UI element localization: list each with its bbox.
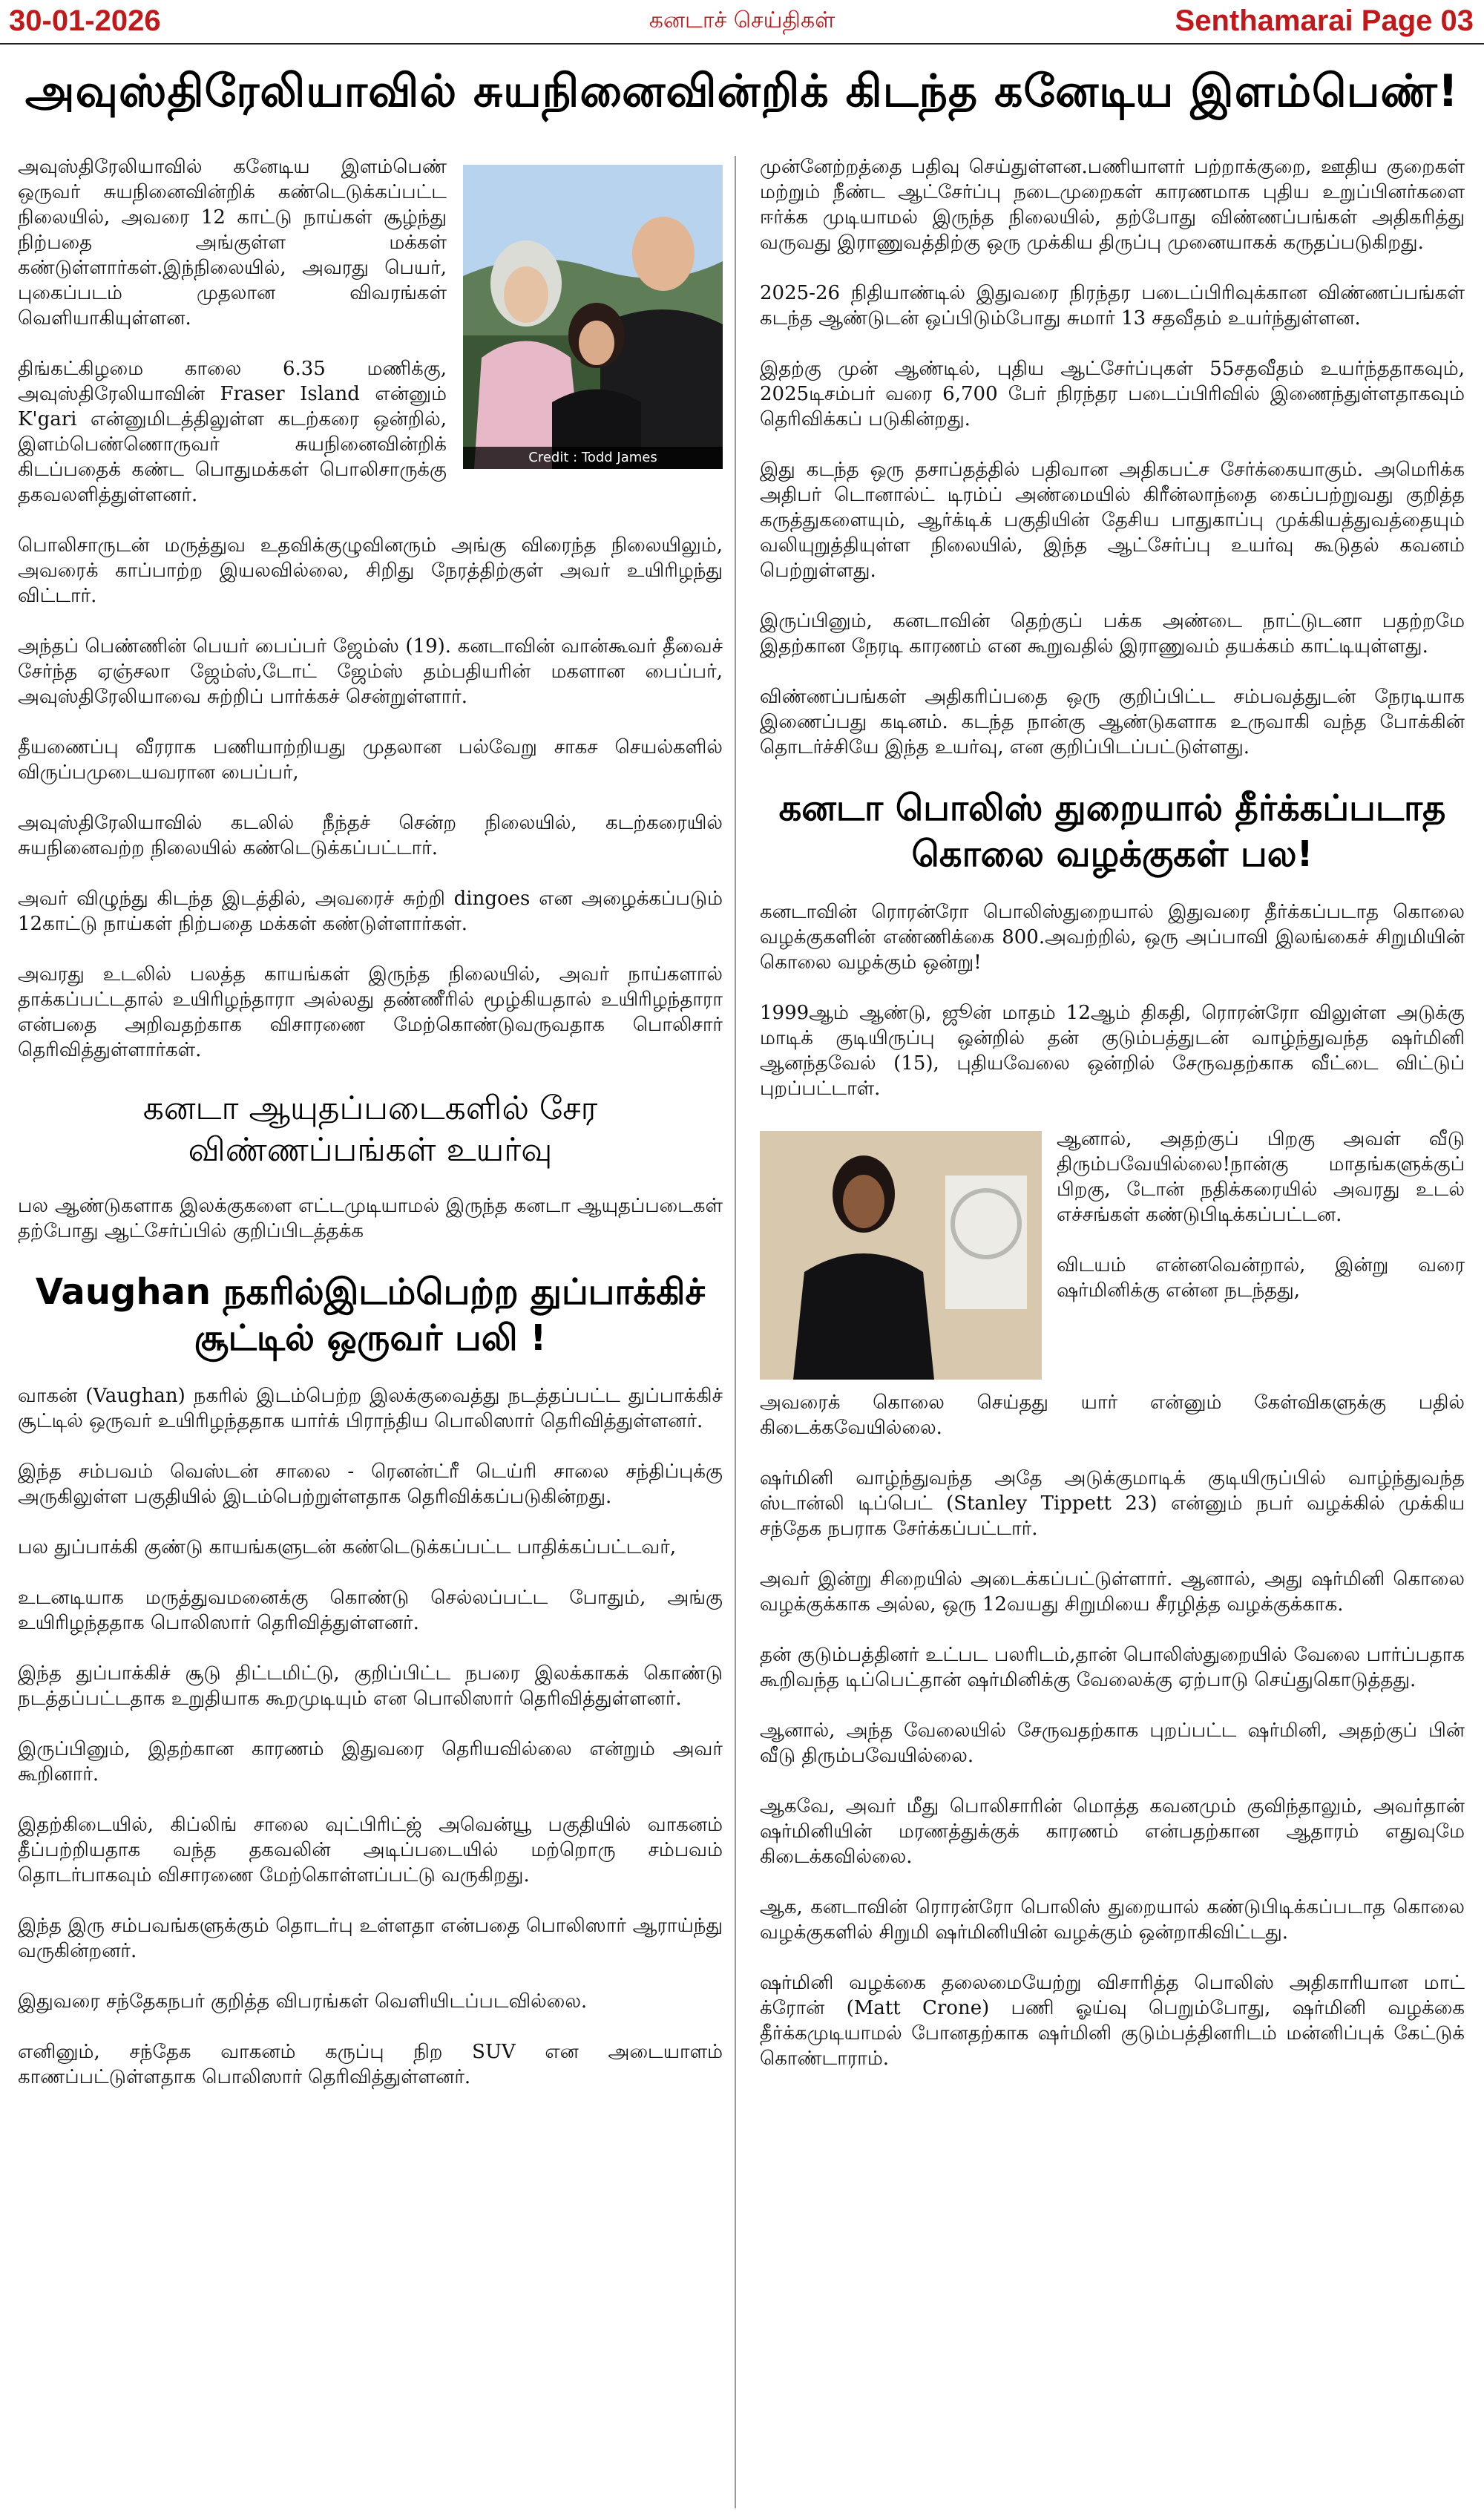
page-header — [0, 0, 1484, 45]
story2-paragraph: 2025-26 நிதியாண்டில் இதுவரை நிரந்தர படைப்பிரிவுக்கான விண்ணப்பங்கள் கடந்த ஆண்டுடன் ஒப்பிடும்போது சுமார் 13 சதவீதம் உயர்ந்துள்ளன. — [760, 282, 1465, 329]
student-photo-illustration — [760, 1131, 1042, 1380]
story3-paragraph: இந்த சம்பவம் வெஸ்டன் சாலை - ரெனன்ட்ரீ டெய்ரி சாலை சந்திப்புக்கு அருகிலுள்ள பகுதியில் இடம்பெற்றுள்ளதாக தெரிவிக்கப்படுகின்றது. — [18, 1460, 723, 1508]
story1-paragraph: திங்கட்கிழமை காலை 6.35 மணிக்கு, அவுஸ்திரேலியாவின் Fraser Island என்னும் K'gari என்னுமிடத்திலுள்ள கடற்கரை ஒன்றில், இளம்பெண்ணொருவர் சுயநினைவின்றிக் கிடப்பதைக் கண்ட பொதுமக்கள் பொலிசாருக்கு தகவலளித்துள்ளனர். — [18, 358, 447, 506]
story4-paragraph: ஆக, கனடாவின் ரொரன்ரோ பொலிஸ் துறையால் கண்டுபிடிக்கப்படாத கொலை வழக்குகளில் சிறுமி ஷர்மினியின் வழக்கும் ஒன்றாகிவிட்டது. — [760, 1896, 1465, 1944]
story4-paragraph: ஷர்மினி வாழ்ந்துவந்த அதே அடுக்குமாடிக் குடியிருப்பில் வாழ்ந்துவந்த ஸ்டான்லி டிப்பெட் (Stanley Tippett 23) என்னும் நபர் வழக்கில் முக்கிய சந்தேக நபராக சேர்க்கப்பட்டார். — [760, 1467, 1465, 1540]
column-divider — [735, 156, 736, 2508]
story1-paragraph: அந்தப் பெண்ணின் பெயர் பைப்பர் ஜேம்ஸ் (19). கனடாவின் வான்கூவர் தீவைச் சேர்ந்த ஏஞ்சலா ஜேம்ஸ்,டோட் ஜேம்ஸ் தம்பதியரின் மகளான பைப்பர், அவுஸ்திரேலியாவை சுற்றிப் பார்க்கச் சென்றுள்ளார். — [18, 635, 723, 708]
story1-paragraph: அவுஸ்திரேலியாவில் கனேடிய இளம்பெண் ஒருவர் சுயநினைவின்றிக் கண்டெடுக்கப்பட்ட நிலையில், அவரை 12 காட்டு நாய்கள் சூழ்ந்து நிற்பதை அங்குள்ள மக்கள் கண்டுள்ளார்கள்.இந்நிலையில், அவரது பெயர், புகைப்படம் முதலான விவரங்கள் வெளியாகியுள்ளன. — [18, 156, 447, 329]
story2-paragraph: விண்ணப்பங்கள் அதிகரிப்பதை ஒரு குறிப்பிட்ட சம்பவத்துடன் நேரடியாக இணைப்பது கடினம். கடந்த நான்கு ஆண்டுகளாக உருவாகி வந்த போக்கின் தொடர்ச்சியே இந்த உயர்வு, என குறிப்பிடப்பட்டுள்ளது. — [760, 686, 1465, 758]
issue-date: 30-01-2026 — [9, 4, 161, 37]
story4-paragraph: விடயம் என்னவென்றால், இன்று வரை ஷர்மினிக்கு என்ன நடந்தது, — [1057, 1254, 1465, 1302]
story2-headline: கனடா ஆயுதப்படைகளில் சேர விண்ணப்பங்கள் உயர்வு — [142, 1089, 598, 1169]
story3-paragraph: இதுவரை சந்தேகநபர் குறித்த விபரங்கள் வெளியிடப்படவில்லை. — [18, 1990, 588, 2013]
story3-headline: Vaughan நகரில்இடம்பெற்ற துப்பாக்கிச் சூட்டில் ஒருவர் பலி ! — [35, 1271, 706, 1359]
story4-paragraph: ஆனால், அந்த வேலையில் சேருவதற்காக புறப்பட்ட ஷர்மினி, அதற்குப் பின் வீடு திரும்பவேயில்லை. — [760, 1719, 1465, 1767]
publication-page — [1175, 4, 1474, 38]
story1-paragraph: அவுஸ்திரேலியாவில் கடலில் நீந்தச் சென்ற நிலையில், கடற்கரையில் சுயநினைவற்ற நிலையில் கண்டெடுக்கப்பட்டார். — [18, 812, 723, 859]
right-column — [760, 154, 1465, 2096]
story4-paragraph: தன் குடும்பத்தினர் உட்பட பலரிடம்,தான் பொலிஸ்துறையில் வேலை பார்ப்பதாக கூறிவந்த டிப்பெட்தான் ஷர்மினிக்கு வேலைக்கு ஏற்பாடு செய்துகொடுத்தது. — [760, 1644, 1465, 1691]
family-photo-illustration — [463, 165, 723, 469]
family-photo — [463, 165, 723, 469]
publication-name: Senthamarai — [1175, 4, 1353, 37]
story2-paragraph: இது கடந்த ஒரு தசாப்தத்தில் பதிவான அதிகபட்ச சேர்க்கையாகும். அமெரிக்க அதிபர் டொனால்ட் டிரம்ப் அண்மையில் கிரீன்லாந்தை கைப்பற்றுவது குறித்த கருத்துகளையும், ஆர்க்டிக் பகுதியின் தேசிய பாதுகாப்பு முக்கியத்துவத்தையும் வலியுறுத்தியுள்ள நிலையில், இந்த ஆட்சேர்ப்பு உயர்வு கூடுதல் கவனம் பெற்றுள்ளது. — [760, 459, 1465, 582]
story3-paragraph: வாகன் (Vaughan) நகரில் இடம்பெற்ற இலக்குவைத்து நடத்தப்பட்ட துப்பாக்கிச் சூட்டில் ஒருவர் உயிரிழந்ததாக யார்க் பிராந்திய பொலிஸார் தெரிவித்துள்ளனர். — [18, 1385, 723, 1432]
story3-paragraph: பல துப்பாக்கி குண்டு காயங்களுடன் கண்டெடுக்கப்பட்ட பாதிக்கப்பட்டவர், — [18, 1536, 677, 1558]
story2-paragraph: இருப்பினும், கனடாவின் தெற்குப் பக்க அண்டை நாட்டுடனா பதற்றமே இதற்கான நேரடி காரணம் என கூறுவதில் இராணுவம் தயக்கம் காட்டியுள்ளது. — [760, 610, 1465, 658]
story4-paragraph: ஆகவே, அவர் மீது பொலிசாரின் மொத்த கவனமும் குவிந்தாலும், அவர்தான் ஷர்மினியின் மரணத்துக்குக் காரணம் என்பதற்கான ஆதாரம் எதுவுமே கிடைக்கவில்லை. — [760, 1795, 1465, 1868]
story2-paragraph: இதற்கு முன் ஆண்டில், புதிய ஆட்சேர்ப்புகள் 55சதவீதம் உயர்ந்ததாகவும், 2025டிசம்பர் வரை 6,700 பேர் நிரந்தர படைப்பிரிவில் இணைந்துள்ளதாகவும் தெரிவிக்கப் படுகின்றது. — [760, 358, 1465, 430]
story2-paragraph: முன்னேற்றத்தை பதிவு செய்துள்ளன.பணியாளர் பற்றாக்குறை, ஊதிய குறைகள் மற்றும் நீண்ட ஆட்சேர்ப்பு நடைமுறைகள் காரணமாக புதிய உறுப்பினர்களை ஈர்க்க முடியாமல் இருந்த நிலையில், தற்போது விண்ணப்பங்கள் அதிகரித்து வருவது இராணுவத்திற்கு ஒரு முக்கிய திருப்பு முனையாகக் கருதப்படுகிறது. — [760, 156, 1465, 254]
story4-paragraph: அவர் இன்று சிறையில் அடைக்கப்பட்டுள்ளார். ஆனால், அது ஷர்மினி கொலை வழக்குக்காக அல்ல, ஒரு 12வயது சிறுமியை சீரழித்த வழக்குக்காக. — [760, 1568, 1465, 1616]
story3-paragraph: இருப்பினும், இதற்கான காரணம் இதுவரை தெரியவில்லை என்றும் அவர் கூறினார். — [18, 1738, 723, 1786]
story3-paragraph: எனினும், சந்தேக வாகனம் கருப்பு நிற SUV என அடையாளம் காணப்பட்டுள்ளதாக பொலிஸார் தெரிவித்துள்ளனர். — [18, 2041, 723, 2088]
story4-paragraph: ஷர்மினி வழக்கை தலைமையேற்று விசாரித்த பொலிஸ் அதிகாரியான மாட் க்ரோன் (Matt Crone) பணி ஓய்வு பெறும்போது, ஷர்மினி வழக்கை தீர்க்கமுடியாமல் போனதற்காக ஷர்மினி குடும்பத்தினரிடம் மன்னிப்புக் கேட்டுக் கொண்டாராம். — [760, 1972, 1465, 2070]
story4-paragraph: கனடாவின் ரொரன்ரோ பொலிஸ்துறையால் இதுவரை தீர்க்கப்படாத கொலை வழக்குகளின் எண்ணிக்கை 800.அவற்றில், ஒரு அப்பாவி இலங்கைச் சிறுமியின் கொலை வழக்கும் ஒன்று! — [760, 901, 1465, 974]
story1-paragraph: அவர் விழுந்து கிடந்த இடத்தில், அவரைச் சுற்றி dingoes என அழைக்கப்படும் 12காட்டு நாய்கள் நிற்பதை மக்கள் கண்டுள்ளார்கள். — [18, 888, 723, 935]
story4-headline: கனடா பொலிஸ் துறையால் தீர்க்கப்படாத கொலை வழக்குகள் பல! — [778, 787, 1446, 875]
page-number: Page 03 — [1361, 4, 1474, 37]
photo-credit: Credit : Todd James — [463, 447, 723, 469]
left-column — [18, 154, 723, 2115]
story4-paragraph: 1999ஆம் ஆண்டு, ஜூன் மாதம் 12ஆம் திகதி, ரொரன்ரோ விலுள்ள அடுக்கு மாடிக் குடியிருப்பு ஒன்றில் தன் குடும்பத்துடன் வாழ்ந்துவந்த ஷர்மினி ஆனந்தவேல் (15), புதியவேலை ஒன்றில் சேருவதற்காக வீட்டை விட்டுப் புறப்பட்டாள். — [760, 1002, 1465, 1100]
story3-paragraph: இந்த இரு சம்பவங்களுக்கும் தொடர்பு உள்ளதா என்பதை பொலிஸார் ஆராய்ந்து வருகின்றனர். — [18, 1915, 723, 1962]
story3-paragraph: இதற்கிடையில், கிப்லிங் சாலை வுட்பிரிட்ஜ் அவென்யூ பகுதியில் வாகனம் தீப்பற்றியதாக வந்த தகவலின் அடிப்படையில் மற்றொரு சம்பவம் தொடர்பாகவும் விசாரணை மேற்கொள்ளப்பட்டு வருகிறது. — [18, 1814, 723, 1886]
story3-paragraph: உடனடியாக மருத்துவமனைக்கு கொண்டு செல்லப்பட்ட போதும், அங்கு உயிரிழந்ததாக பொலிஸார் தெரிவித்துள்ளனர். — [18, 1587, 723, 1634]
main-headline: அவுஸ்திரேலியாவில் சுயநினைவின்றிக் கிடந்த கனேடிய இளம்பெண்! — [24, 65, 1460, 117]
story1-paragraph: அவரது உடலில் பலத்த காயங்கள் இருந்த நிலையில், அவர் நாய்களால் தாக்கப்பட்டதால் உயிரிழந்தாரா அல்லது தண்ணீரில் மூழ்கியதால் உயிரிழந்தாரா என்பதை அறிவதற்காக விசாரணை மேற்கொண்டுவருவதாக பொலிசார் தெரிவித்துள்ளார்கள். — [18, 963, 723, 1061]
student-photo — [760, 1131, 1042, 1380]
paper-name: கனடாச் செய்திகள் — [649, 7, 835, 33]
story3-paragraph: இந்த துப்பாக்கிச் சூடு திட்டமிட்டு, குறிப்பிட்ட நபரை இலக்காகக் கொண்டு நடத்தப்பட்டதாக உறுதியாக கூறமுடியும் என பொலிஸார் தெரிவித்துள்ளனர். — [18, 1662, 723, 1710]
story4-paragraph: அவரைக் கொலை செய்தது யார் என்னும் கேள்விகளுக்கு பதில் கிடைக்கவேயில்லை. — [760, 1391, 1465, 1439]
story2-paragraph: பல ஆண்டுகளாக இலக்குகளை எட்டமுடியாமல் இருந்த கனடா ஆயுதப்படைகள் தற்போது ஆட்சேர்ப்பில் குறிப்பிடத்தக்க — [18, 1195, 723, 1242]
story1-paragraph: பொலிசாருடன் மருத்துவ உதவிக்குழுவினரும் அங்கு விரைந்த நிலையிலும், அவரைக் காப்பாற்ற இயலவில்லை, சிறிது நேரத்திற்குள் அவர் உயிரிழந்து விட்டார். — [18, 534, 723, 607]
story1-paragraph: தீயணைப்பு வீரராக பணியாற்றியது முதலான பல்வேறு சாகச செயல்களில் விருப்பமுடையவரான பைப்பர், — [18, 736, 723, 784]
story4-paragraph: ஆனால், அதற்குப் பிறகு அவள் வீடு திரும்பவேயில்லை!நான்கு மாதங்களுக்குப் பிறகு, டோன் நதிக்கரையில் அவரது உடல் எச்சங்கள் கண்டுபிடிக்கப்பட்டன. — [1057, 1128, 1465, 1226]
